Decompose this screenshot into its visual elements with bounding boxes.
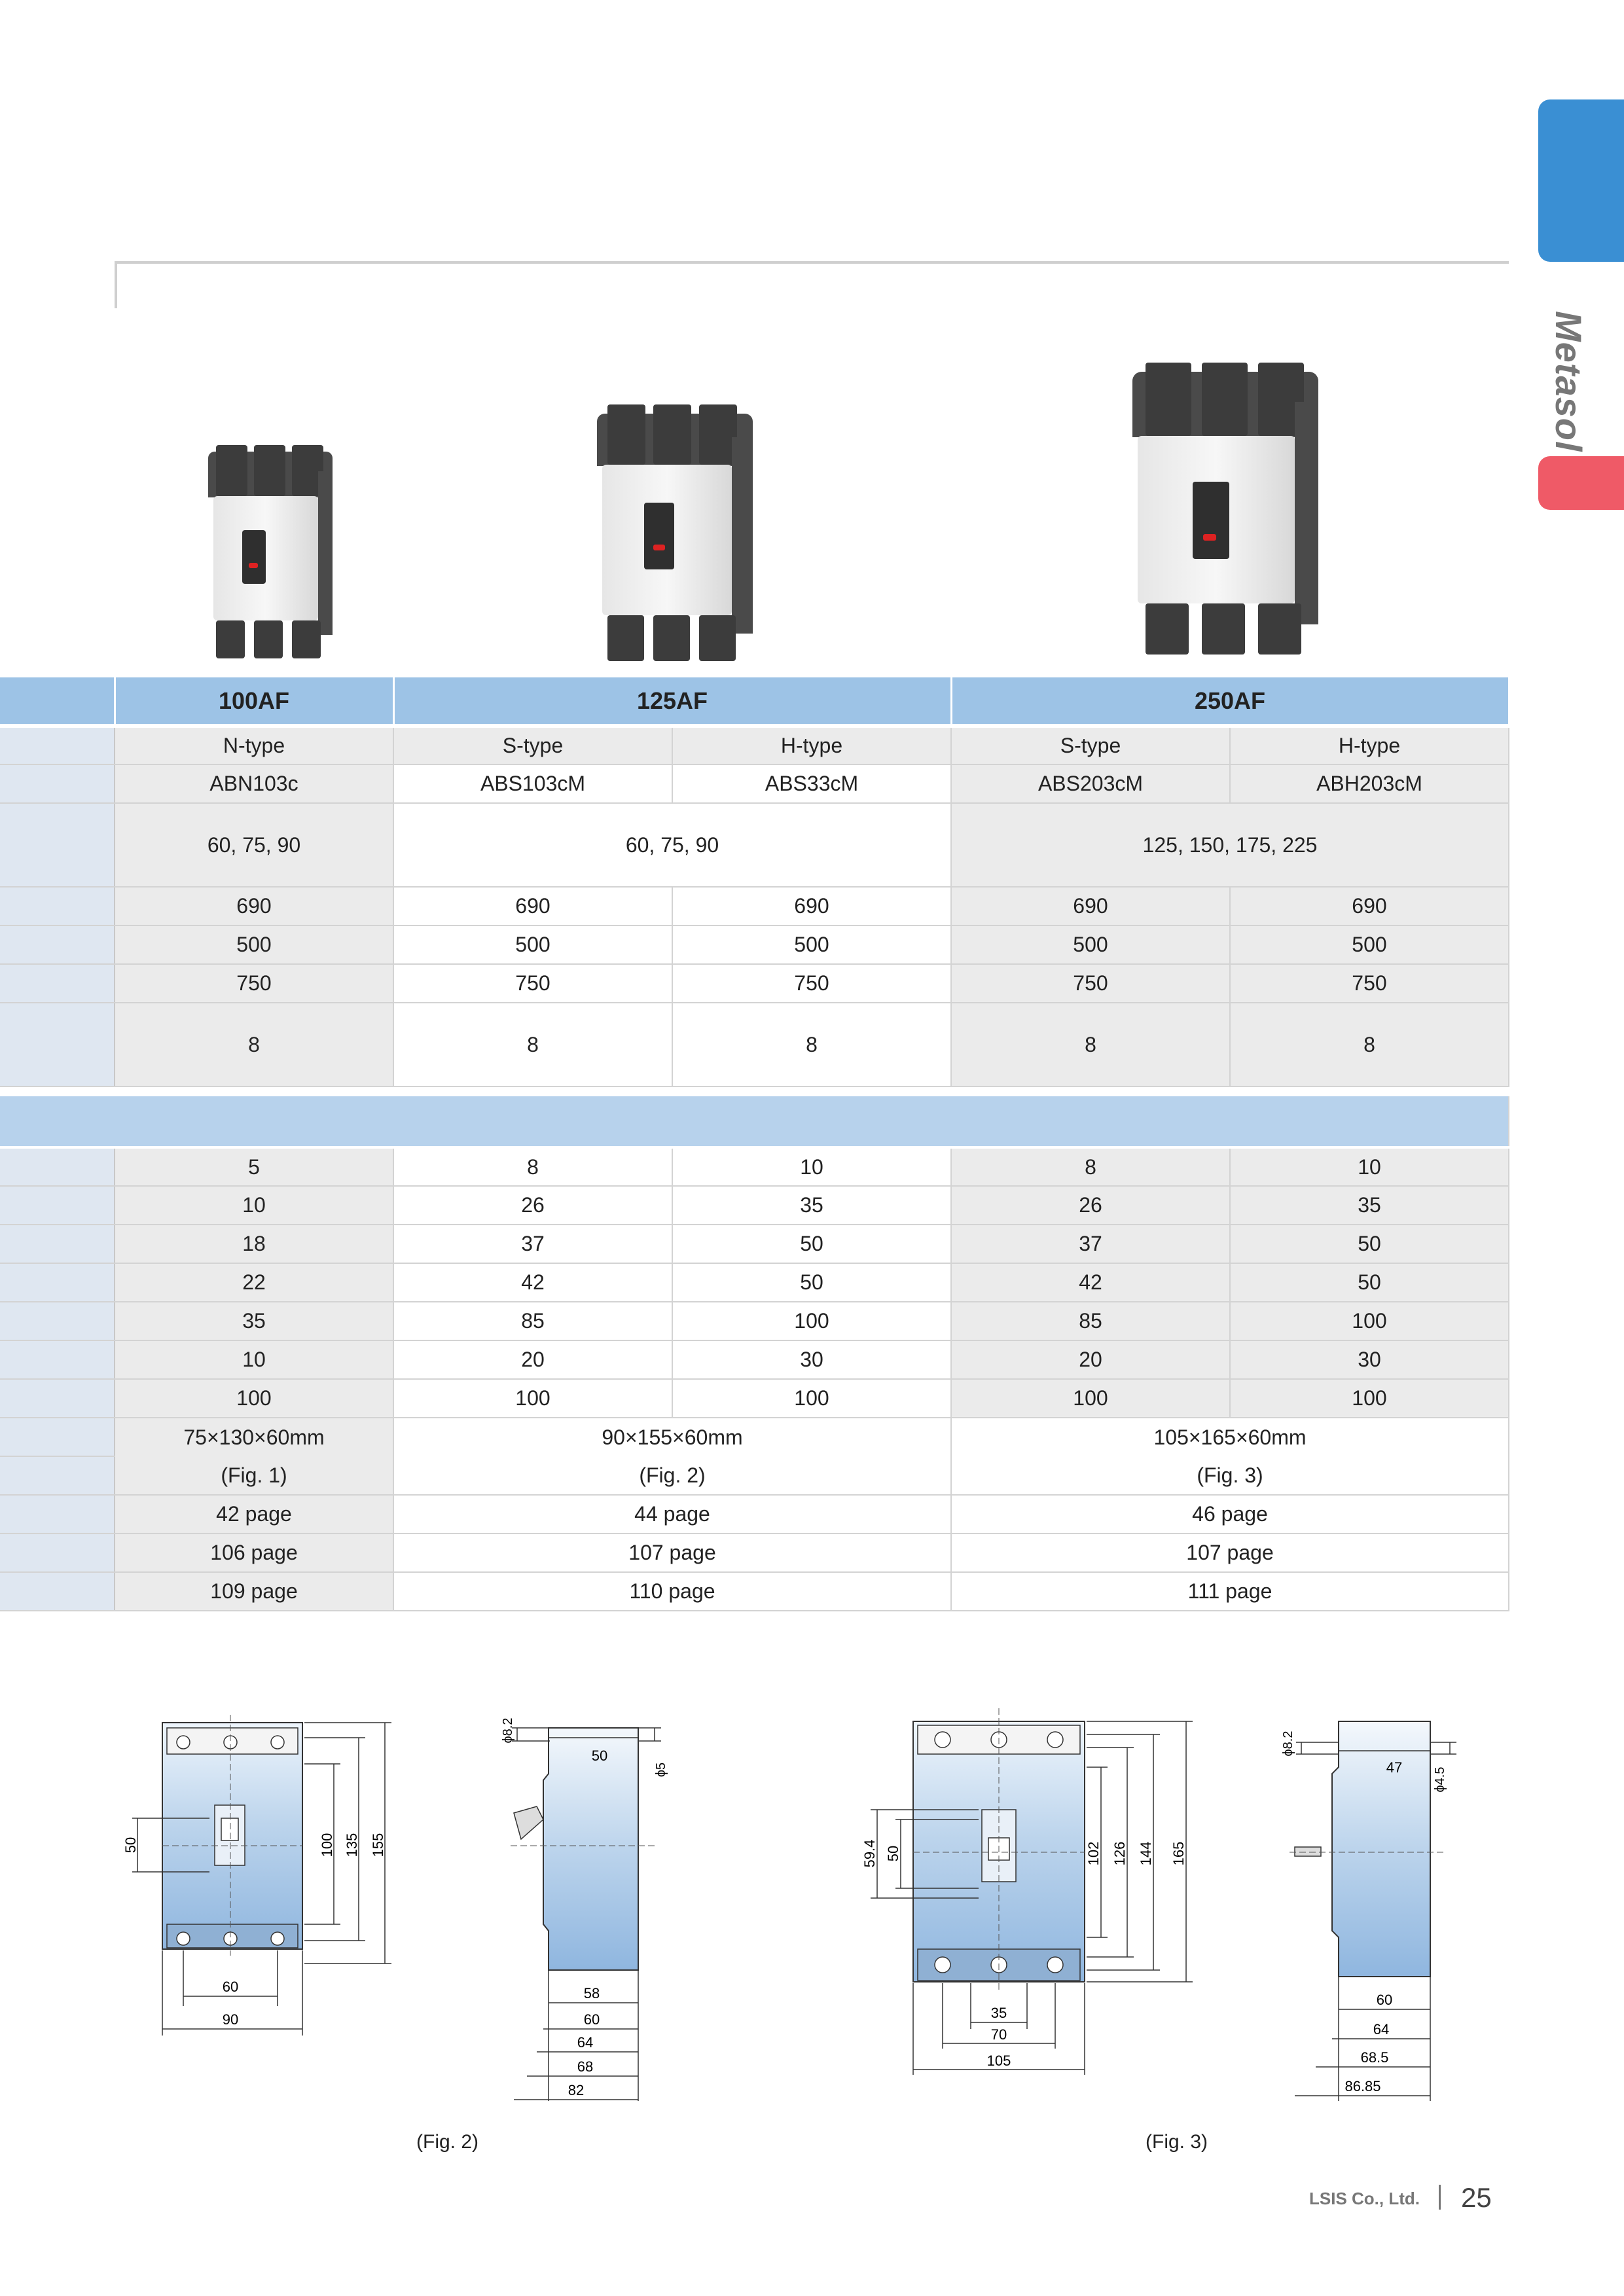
fig2-side-dim: 60 — [583, 2011, 600, 2028]
value-cell: 30 — [1230, 1340, 1509, 1379]
fig2-side-dim: 82 — [568, 2082, 585, 2098]
value-cell: 100 — [1230, 1379, 1509, 1418]
value-cell: 18 — [115, 1225, 393, 1263]
value-cell: 85 — [951, 1302, 1230, 1340]
value-cell: 20 — [393, 1340, 672, 1379]
frame-header-row — [0, 677, 1509, 726]
label-cell — [0, 925, 115, 964]
product-image-250af — [1132, 363, 1318, 657]
spec-row — [0, 1147, 1509, 1186]
value-cell: 690 — [393, 887, 672, 925]
label-cell — [0, 1147, 115, 1186]
label-cell — [0, 1340, 115, 1379]
fig3-front-drawing — [844, 1702, 1211, 2081]
breaker-side-outline — [543, 1728, 638, 1970]
type-cell: H-type — [672, 726, 951, 764]
value-cell: 37 — [951, 1225, 1230, 1263]
value-cell: 37 — [393, 1225, 672, 1263]
label-cell — [0, 1302, 115, 1340]
fig3-dim-bottom: 105 — [986, 2053, 1011, 2069]
fig2-caption: (Fig. 2) — [416, 2131, 479, 2153]
dimension-cell: 75×130×60mm — [115, 1418, 393, 1456]
fig-cell: (Fig. 2) — [393, 1456, 951, 1495]
frame-header-125af: 125AF — [393, 677, 951, 726]
page-ref-row — [0, 1534, 1509, 1572]
value-cell: 20 — [951, 1340, 1230, 1379]
fig3-dim-bottom: 70 — [990, 2026, 1007, 2043]
value-cell: 100 — [672, 1302, 951, 1340]
fig3-side-dim: ϕ4.5 — [1433, 1767, 1447, 1793]
fig2-side-dim: 50 — [591, 1748, 608, 1764]
page-ref-row — [0, 1495, 1509, 1534]
side-tab-red — [1538, 456, 1624, 510]
page-ref-cell: 109 page — [115, 1572, 393, 1611]
dimension-cell: 90×155×60mm — [393, 1418, 951, 1456]
page-ref-cell: 110 page — [393, 1572, 951, 1611]
spec-row — [0, 1225, 1509, 1263]
fig3-side-dim: 86.85 — [1344, 2078, 1381, 2094]
value-cell: 50 — [672, 1225, 951, 1263]
breaker-side-outline — [1332, 1721, 1430, 1977]
side-tab-blue — [1538, 99, 1624, 262]
fig2-side-dim: 64 — [577, 2034, 594, 2051]
top-rule — [115, 261, 1509, 264]
model-cell: ABS203cM — [951, 764, 1230, 803]
spec-row — [0, 964, 1509, 1003]
model-cell: ABS33cM — [672, 764, 951, 803]
fig3-side-dim: 47 — [1386, 1759, 1403, 1776]
value-cell: 8 — [951, 1147, 1230, 1186]
value-cell: 10 — [115, 1340, 393, 1379]
frame-header-250af: 250AF — [951, 677, 1509, 726]
rating-cell: 125, 150, 175, 225 — [951, 803, 1509, 887]
fig2-side-dim: 58 — [583, 1985, 600, 2001]
rating-cell: 60, 75, 90 — [115, 803, 393, 887]
label-cell — [0, 1418, 115, 1456]
page-number: 25 — [1461, 2182, 1492, 2213]
label-cell — [0, 1263, 115, 1302]
model-cell: ABN103c — [115, 764, 393, 803]
label-cell — [0, 1534, 115, 1572]
fig2-dim-right: 135 — [344, 1833, 360, 1857]
value-cell: 500 — [115, 925, 393, 964]
spec-row — [0, 1340, 1509, 1379]
spec-row — [0, 1186, 1509, 1225]
value-cell: 50 — [1230, 1263, 1509, 1302]
label-cell — [0, 964, 115, 1003]
value-cell: 500 — [1230, 925, 1509, 964]
type-cell: S-type — [393, 726, 672, 764]
fig3-side-dim: 60 — [1376, 1992, 1393, 2008]
fig2-side-dim: ϕ8.2 — [501, 1717, 515, 1744]
fig3-dim-right: 144 — [1138, 1841, 1154, 1866]
label-cell — [0, 1456, 115, 1495]
fig2-dim-bottom: 90 — [222, 2011, 239, 2028]
fig2-front-drawing — [118, 1708, 406, 2049]
label-cell — [0, 1186, 115, 1225]
value-cell: 100 — [672, 1379, 951, 1418]
fig3-side-dim: ϕ8.2 — [1281, 1731, 1295, 1757]
value-cell: 750 — [951, 964, 1230, 1003]
fig2-side-dim: 68 — [577, 2058, 594, 2075]
spec-row — [0, 1379, 1509, 1418]
page-ref-cell: 44 page — [393, 1495, 951, 1534]
value-cell: 42 — [393, 1263, 672, 1302]
value-cell: 690 — [115, 887, 393, 925]
fig3-dim-left: 50 — [885, 1845, 901, 1862]
section-band-cell — [0, 1096, 1509, 1147]
value-cell: 100 — [393, 1379, 672, 1418]
value-cell: 42 — [951, 1263, 1230, 1302]
fig3-dim-left: 59.4 — [861, 1839, 878, 1868]
fig3-dim-bottom: 35 — [990, 2005, 1007, 2021]
fig2-side-drawing — [497, 1708, 694, 2114]
value-cell: 26 — [951, 1186, 1230, 1225]
value-cell: 50 — [1230, 1225, 1509, 1263]
page-ref-row — [0, 1572, 1509, 1611]
label-cell — [0, 1225, 115, 1263]
label-cell — [0, 677, 115, 726]
fig3-side-dim: 64 — [1373, 2021, 1390, 2037]
brand-label: Metasol — [1548, 311, 1589, 452]
value-cell: 8 — [1230, 1003, 1509, 1086]
value-cell: 35 — [115, 1302, 393, 1340]
value-cell: 750 — [672, 964, 951, 1003]
label-cell — [0, 1572, 115, 1611]
fig3-side-drawing — [1276, 1702, 1473, 2114]
rating-cell: 60, 75, 90 — [393, 803, 951, 887]
value-cell: 690 — [951, 887, 1230, 925]
label-cell — [0, 803, 115, 887]
value-cell: 10 — [1230, 1147, 1509, 1186]
fig2-dim-bottom: 60 — [222, 1979, 239, 1995]
fig-cell: (Fig. 1) — [115, 1456, 393, 1495]
label-cell — [0, 1003, 115, 1086]
dimension-row — [0, 1418, 1509, 1456]
value-cell: 8 — [672, 1003, 951, 1086]
product-image-125af — [597, 404, 753, 664]
model-cell: ABH203cM — [1230, 764, 1509, 803]
footer-company: LSIS Co., Ltd. — [1309, 2189, 1420, 2208]
type-cell: H-type — [1230, 726, 1509, 764]
value-cell: 690 — [672, 887, 951, 925]
page-ref-cell: 42 page — [115, 1495, 393, 1534]
value-cell: 50 — [672, 1263, 951, 1302]
value-cell: 500 — [672, 925, 951, 964]
page-ref-cell: 111 page — [951, 1572, 1509, 1611]
value-cell: 35 — [1230, 1186, 1509, 1225]
value-cell: 750 — [393, 964, 672, 1003]
label-cell — [0, 764, 115, 803]
fig3-caption: (Fig. 3) — [1146, 2131, 1208, 2153]
spec-row — [0, 887, 1509, 925]
spec-row — [0, 1263, 1509, 1302]
product-image-100af — [208, 445, 333, 661]
value-cell: 750 — [1230, 964, 1509, 1003]
spec-row — [0, 925, 1509, 964]
fig-cell: (Fig. 3) — [951, 1456, 1509, 1495]
page-ref-cell: 107 page — [393, 1534, 951, 1572]
dimension-cell: 105×165×60mm — [951, 1418, 1509, 1456]
type-row — [0, 726, 1509, 764]
spec-row — [0, 1003, 1509, 1086]
value-cell: 22 — [115, 1263, 393, 1302]
spec-table — [0, 677, 1510, 1611]
fig2-dim-left: 50 — [122, 1837, 139, 1854]
label-cell — [0, 887, 115, 925]
type-cell: S-type — [951, 726, 1230, 764]
table-gap — [0, 1086, 1509, 1096]
model-cell: ABS103cM — [393, 764, 672, 803]
value-cell: 30 — [672, 1340, 951, 1379]
value-cell: 500 — [951, 925, 1230, 964]
value-cell: 10 — [672, 1147, 951, 1186]
value-cell: 690 — [1230, 887, 1509, 925]
fig3-side-dim: 68.5 — [1360, 2049, 1389, 2066]
fig3-dim-right: 102 — [1085, 1841, 1102, 1866]
fig3-dim-right: 126 — [1111, 1841, 1128, 1866]
page-ref-cell: 106 page — [115, 1534, 393, 1572]
footer-divider — [1439, 2185, 1441, 2210]
frame-header-100af: 100AF — [115, 677, 393, 726]
fig-row — [0, 1456, 1509, 1495]
value-cell: 10 — [115, 1186, 393, 1225]
value-cell: 5 — [115, 1147, 393, 1186]
rating-row — [0, 803, 1509, 887]
value-cell: 8 — [951, 1003, 1230, 1086]
value-cell: 8 — [115, 1003, 393, 1086]
spec-row — [0, 1302, 1509, 1340]
top-rule-corner — [115, 261, 117, 308]
label-cell — [0, 726, 115, 764]
value-cell: 35 — [672, 1186, 951, 1225]
value-cell: 750 — [115, 964, 393, 1003]
value-cell: 100 — [1230, 1302, 1509, 1340]
model-row — [0, 764, 1509, 803]
value-cell: 85 — [393, 1302, 672, 1340]
fig3-dim-right: 165 — [1170, 1841, 1187, 1866]
section-band — [0, 1096, 1509, 1147]
fig2-dim-right: 155 — [370, 1833, 386, 1857]
value-cell: 500 — [393, 925, 672, 964]
value-cell: 100 — [115, 1379, 393, 1418]
type-cell: N-type — [115, 726, 393, 764]
label-cell — [0, 1379, 115, 1418]
fig2-side-dim: ϕ5 — [654, 1762, 668, 1778]
value-cell: 8 — [393, 1147, 672, 1186]
page-ref-cell: 107 page — [951, 1534, 1509, 1572]
value-cell: 26 — [393, 1186, 672, 1225]
label-cell — [0, 1495, 115, 1534]
value-cell: 8 — [393, 1003, 672, 1086]
fig2-dim-right: 100 — [319, 1833, 335, 1857]
value-cell: 100 — [951, 1379, 1230, 1418]
page-ref-cell: 46 page — [951, 1495, 1509, 1534]
